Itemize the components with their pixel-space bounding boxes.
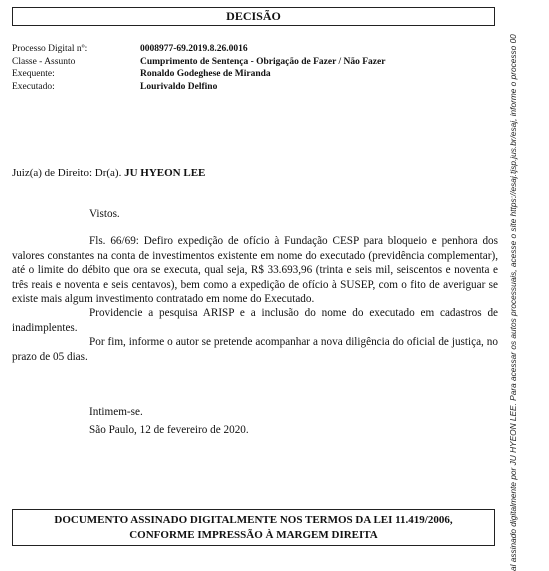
case-info-label: Processo Digital nº: <box>12 44 88 54</box>
case-class-subject: Cumprimento de Sentença - Obrigação de Fazer / Não Fazer <box>140 56 386 67</box>
case-info <box>12 43 385 93</box>
intimem-line: Intimem-se. <box>89 406 143 418</box>
case-info-label: Executado: <box>12 81 55 92</box>
margin-signature-note: al assinado digitalmente por JU HYEON LEE. Para acessar os autos processuais, acesse o site https://esaj.tjsp.jus.br/esaj, informe o processo 00 <box>508 34 518 571</box>
case-info-row-process <box>12 43 385 56</box>
place-date: São Paulo, 12 de fevereiro de 2020. <box>89 424 249 436</box>
case-info-row-exequente <box>12 68 385 81</box>
vistos-paragraph: Vistos. <box>89 208 120 220</box>
process-number: 0008977-69.2019.8.26.0016 <box>140 44 248 54</box>
decision-title: DECISÃO <box>12 7 495 26</box>
judge-line <box>12 167 205 179</box>
digital-signature-notice <box>12 509 495 546</box>
judge-label: Juiz(a) de Direito: Dr(a). <box>12 167 122 179</box>
case-info-row-executado <box>12 81 385 94</box>
judge-name: JU HYEON LEE <box>124 167 206 179</box>
executado-name: Lourivaldo Delfino <box>140 81 218 92</box>
body-paragraph-2: Providencie a pesquisa ARISP e a inclusão do nome do executado em cadastros de inadimplentes. <box>12 307 498 334</box>
exequente-name: Ronaldo Godeghese de Miranda <box>140 69 271 79</box>
signature-notice-line-1: DOCUMENTO ASSINADO DIGITALMENTE NOS TERMOS DA LEI 11.419/2006, <box>54 514 453 526</box>
case-info-row-class <box>12 56 385 69</box>
closing-block <box>89 403 249 439</box>
signature-notice-line-2: CONFORME IMPRESSÃO À MARGEM DIREITA <box>129 528 378 541</box>
case-info-label: Classe - Assunto <box>12 56 76 67</box>
body-paragraph-1: Fls. 66/69: Defiro expedição de ofício à Fundação CESP para bloqueio e penhora dos valores constantes na conta de investimentos existente em nome do executado (previdência complementar), até o limite do débito que ora se executa, qual seja, R$ 33.693,96 (trinta e seis mil, seiscentos e noventa e três reais e noventa e seis centavos), bem como a expedição de ofício à SUSEP, com o fito de averiguar se existe mais algum investimento contratado em nome do Executado. <box>12 235 498 306</box>
decision-body <box>12 207 498 364</box>
body-paragraph-3: Por fim, informe o autor se pretende acompanhar a nova diligência do oficial de justiça, no prazo de 05 dias. <box>12 336 498 363</box>
case-info-label: Exequente: <box>12 69 55 79</box>
